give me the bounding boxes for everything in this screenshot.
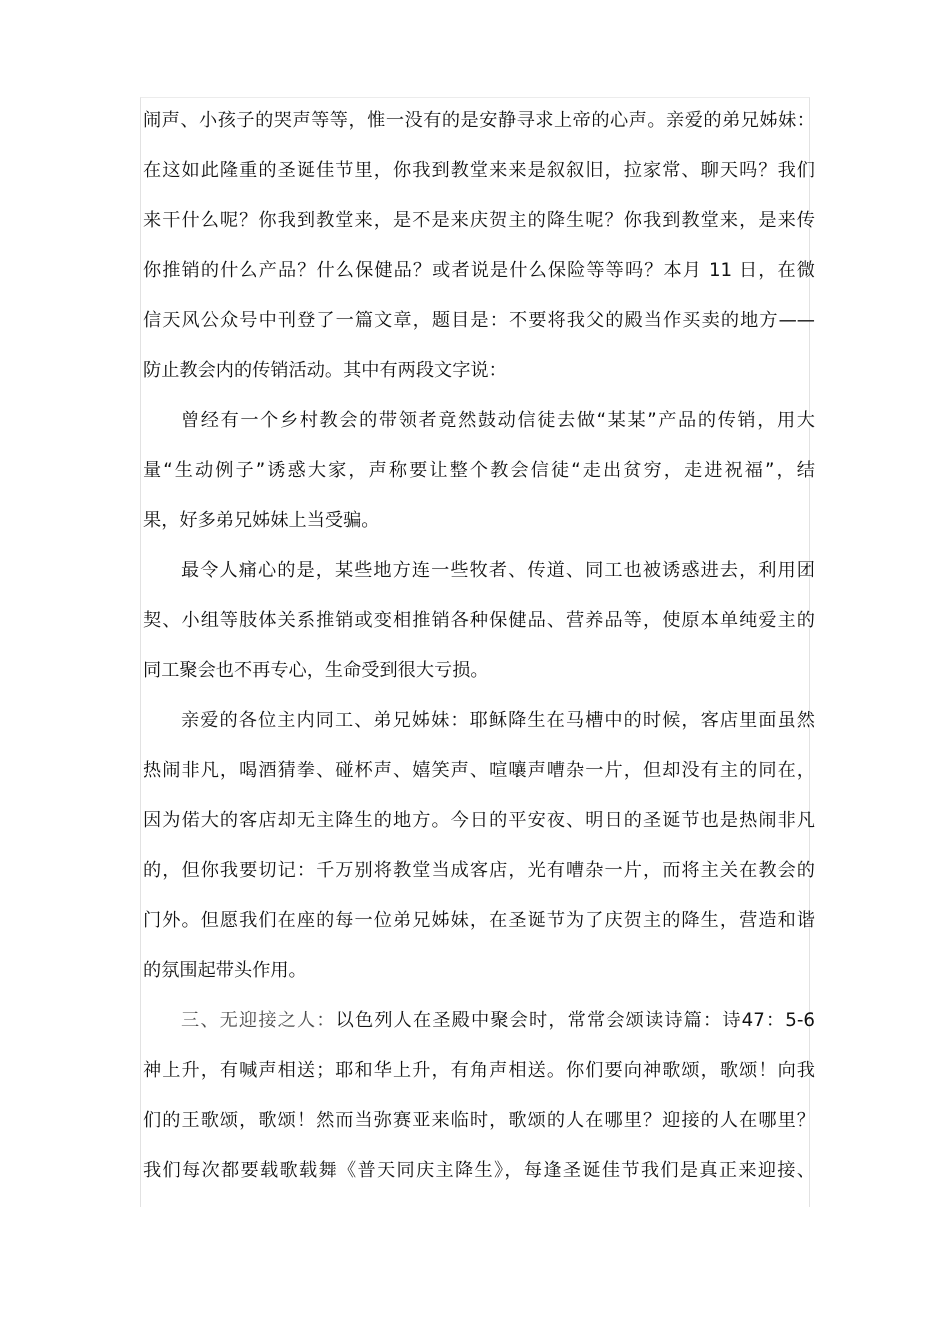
- text-line: 闹声、小孩子的哭声等等，惟一没有的是安静寻求上帝的心声。亲爱的弟兄姊妹：: [143, 110, 815, 131]
- text-line: 同工聚会也不再专心，生命受到很大亏损。: [143, 660, 489, 681]
- text-line: 你推销的什么产品？什么保健品？或者说是什么保险等等吗？本月 11 日，在微: [143, 260, 815, 281]
- text-line: 的，但你我要切记：千万别将教堂当成客店，光有嘈杂一片，而将主关在教会的: [143, 860, 815, 881]
- text-line: 果，好多弟兄姊妹上当受骗。: [143, 510, 380, 531]
- section-heading-line: [143, 996, 815, 1046]
- text-line: 门外。但愿我们在座的每一位弟兄姊妹，在圣诞节为了庆贺主的降生，营造和谐: [143, 910, 815, 931]
- text-line: 在这如此隆重的圣诞佳节里，你我到教堂来来是叙叙旧，拉家常、聊天吗？我们: [143, 160, 815, 181]
- text-line: 防止教会内的传销活动。其中有两段文字说：: [143, 360, 507, 381]
- text-line: 的氛围起带头作用。: [143, 960, 307, 981]
- text-line: 信天风公众号中刊登了一篇文章，题目是：不要将我父的殿当作买卖的地方——: [143, 310, 815, 331]
- text-line: 神上升，有喊声相送；耶和华上升，有角声相送。你们要向神歌颂，歌颂！向我: [143, 1060, 815, 1081]
- document-body: [143, 96, 815, 1196]
- paragraph-first-line: 最令人痛心的是，某些地方连一些牧者、传道、同工也被诱惑进去，利用团: [181, 560, 815, 581]
- paragraph-first-line: 曾经有一个乡村教会的带领者竟然鼓动信徒去做“某某”产品的传销，用大: [181, 410, 815, 431]
- text-line: 契、小组等肢体关系推销或变相推销各种保健品、营养品等，使原本单纯爱主的: [143, 610, 815, 631]
- text-line: 们的王歌颂，歌颂！然而当弥赛亚来临时，歌颂的人在哪里？迎接的人在哪里？: [143, 1110, 815, 1131]
- paragraph-first-line: 亲爱的各位主内同工、弟兄姊妹：耶稣降生在马槽中的时候，客店里面虽然: [181, 710, 815, 731]
- text-line: 热闹非凡，喝酒猜拳、碰杯声、嬉笑声、喧嚷声嘈杂一片，但却没有主的同在，: [143, 760, 815, 781]
- text-line: 量“生动例子”诱惑大家，声称要让整个教会信徒“走出贫穷，走进祝福”，结: [143, 460, 815, 481]
- section-heading-prefix: 三、无迎接之人：: [181, 1010, 336, 1031]
- text-line: 来干什么呢？你我到教堂来，是不是来庆贺主的降生呢？你我到教堂来，是来传: [143, 210, 815, 231]
- text-line: 我们每次都要载歌载舞《普天同庆主降生》，每逢圣诞佳节我们是真正来迎接、: [143, 1160, 815, 1181]
- text-line: 因为偌大的客店却无主降生的地方。今日的平安夜、明日的圣诞节也是热闹非凡: [143, 810, 815, 831]
- section-heading-text: 以色列人在圣殿中聚会时，常常会颂读诗篇：诗47：5-6: [335, 1010, 815, 1031]
